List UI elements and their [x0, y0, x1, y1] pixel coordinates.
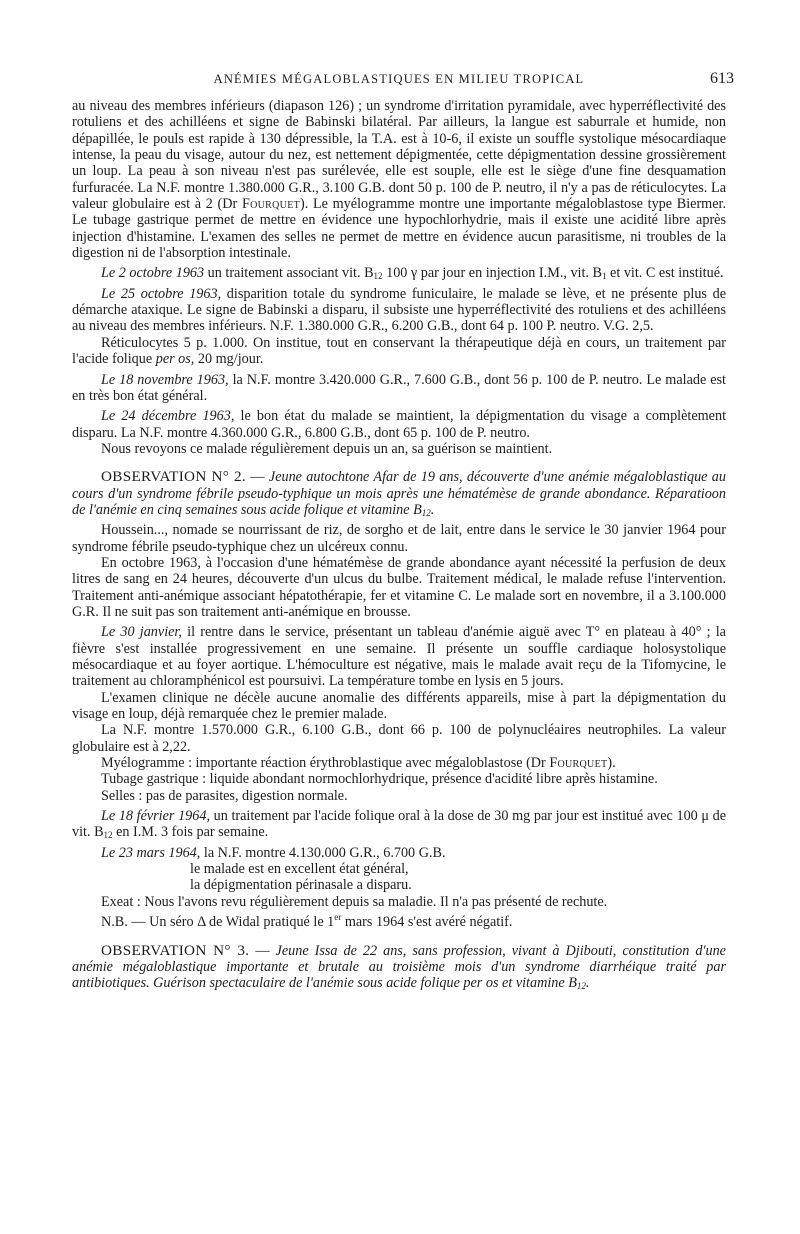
- paragraph: Exeat : Nous l'avons revu régulièrement depuis sa maladie. Il n'a pas présenté de rechute.: [101, 893, 608, 910]
- paragraph: Nous revoyons ce malade régulièrement depuis un an, sa guérison se maintient.: [101, 440, 553, 457]
- paragraph: La N.F. montre 1.570.000 G.R., 6.100 G.B., dont 66 p. 100 de polynucléaires neutrophiles. La valeur globulaire est à 2,22.: [72, 722, 726, 755]
- observation-heading: OBSERVATION N° 2. — Jeune autochtone Afar de 19 ans, découverte d'une anémie mégaloblastique au cours d'un syndrome fébrile pseudo-typhique un mois après une hématémèse de grande abondance. Réparatioon de l'anémie en cinq semaines sous acide folique et vitamine $B_{12}$.: [72, 468, 726, 518]
- paragraph: Le 25 octobre 1963, disparition totale du syndrome funiculaire, le malade se lève, et ne présente plus de démarche ataxique. Le signe de Babinski a disparu, il subsiste une hyperréflectivité des rotuliens et des achilléens au niveau des membres inférieurs. N.F. 1.380.000 G.R., 6.200 G.B., dont 64 p. 100 P. neutro. V.G. 2,5.: [72, 285, 726, 335]
- running-title: ANÉMIES MÉGALOBLASTIQUES EN MILIEU TROPICAL: [213, 72, 585, 86]
- paragraph: Tubage gastrique : liquide abondant normochlorhydrique, présence d'acidité libre après histamine.: [101, 771, 658, 788]
- article-body: [72, 98, 726, 992]
- document-page: [72, 60, 734, 992]
- paragraph: Le 23 mars 1964, la N.F. montre 4.130.000 G.R., 6.700 G.B. le malade est en excellent état général, la dépigmentation périnasale a disparu.: [101, 844, 446, 894]
- paragraph: Réticulocytes 5 p. 1.000. On institue, tout en conservant la thérapeutique déjà en cours, un traitement par l'acide folique per os, 20 mg/jour.: [72, 334, 726, 368]
- paragraph: En octobre 1963, à l'occasion d'une hématémèse de grande abondance ayant nécessité la perfusion de deux litres de sang en 24 heures, découverte d'un ulcus du bulbe. Traitement médical, le malade refuse l'intervention. Traitement anti-anémique associant hépatothérapie, fer et vitamine C. Le malade sort en novembre, il a 3.100.000 G.R. Il ne suit pas son traitement anti-anémique en brousse.: [72, 554, 726, 620]
- page-number: 613: [710, 70, 734, 87]
- paragraph: Selles : pas de parasites, digestion normale.: [101, 787, 348, 804]
- paragraph: Le 18 novembre 1963, la N.F. montre 3.420.000 G.R., 7.600 G.B., dont 56 p. 100 de P. neutro. Le malade est en très bon état général.: [72, 371, 726, 404]
- observation-heading: OBSERVATION N° 3. — Jeune Issa de 22 ans, sans profession, vivant à Djibouti, constitution d'une anémie mégaloblastique importante et brutale au troisième mois d'un syndrome diarrhéique traité par antibiotiques. Guérison spectaculaire de l'anémie sous acide folique per os et vitamine $B_{12}$.: [72, 941, 726, 992]
- paragraph: N.B. — Un séro Δ de Widal pratiqué le 1er mars 1964 s'est avéré négatif.: [101, 912, 513, 931]
- paragraph: L'examen clinique ne décèle aucune anomalie des différents appareils, mise à part la dépigmentation du visage en loup, déjà remarquée chez le premier malade.: [72, 689, 726, 723]
- paragraph: au niveau des membres inférieurs (diapason 126) ; un syndrome d'irritation pyramidale, avec hyperréflectivité des rotuliens et des achilléens et signe de Babinski bilatéral. Par ailleurs, la langue est saburrale et humide, non dépapillée, le pouls est rapide à 130 dépressible, la T.A. est à 10-6, il existe un souffle systolique mésocardiaque intense, la peau du visage, autour du nez, est nettement dépigmentée, cette dépigmentation dessine grossièrement un loup. La peau à son niveau n'est pas surélevée, elle est souple, elle est le siège d'une fine desquamation furfuracée. La N.F. montre 1.380.000 G.R., 3.100 G.B. dont 50 p. 100 de P. neutro, il n'y a pas de réticulocytes. La valeur globulaire est à 2 (Dr Fourquet). Le myélogramme montre une importante mégaloblastose type Biermer. Le tubage gastrique permet de mettre en évidence une hypochlorhydrie, mais il existe une acidité libre après injection d'histamine. L'examen des selles ne permet de mettre en évidence aucun parasitisme, ni troubles de la digestion ni de l'absorption intestinale.: [72, 98, 726, 262]
- paragraph: Myélogramme : importante réaction érythroblastique avec mégaloblastose (Dr Fourquet).: [101, 755, 616, 772]
- running-header: [72, 60, 734, 90]
- paragraph: Le 2 octobre 1963 un traitement associant vit. $B_{12}$ 100 γ par jour en injection I.M., vit. $B_1$ et vit. C est institué.: [101, 265, 724, 282]
- paragraph: Houssein..., nomade se nourrissant de riz, de sorgho et de lait, entre dans le service le 30 janvier 1964 pour syndrome fébrile pseudo-typhique chez un ulcéreux connu.: [72, 522, 726, 555]
- paragraph: Le 30 janvier, il rentre dans le service, présentant un tableau d'anémie aiguë avec T° en plateau à 40° ; la fièvre s'est installée progressivement en une semaine. Il présente un souffle cardiaque holosystolique mésocardiaque et au foyer aortique. L'hémoculture est négative, mais le malade avait reçu de la Tifomycine, le traitement au chloramphénicol est poursuivi. La température tombe en lysis en 5 jours.: [72, 624, 726, 690]
- paragraph: Le 18 février 1964, un traitement par l'acide folique oral à la dose de 30 mg par jour est institué avec 100 μ de vit. $B_{12}$ en I.M. 3 fois par semaine.: [72, 808, 726, 841]
- paragraph: Le 24 décembre 1963, le bon état du malade se maintient, la dépigmentation du visage a complètement disparu. La N.F. montre 4.360.000 G.R., 6.800 G.B., dont 65 p. 100 de P. neutro.: [72, 408, 727, 441]
